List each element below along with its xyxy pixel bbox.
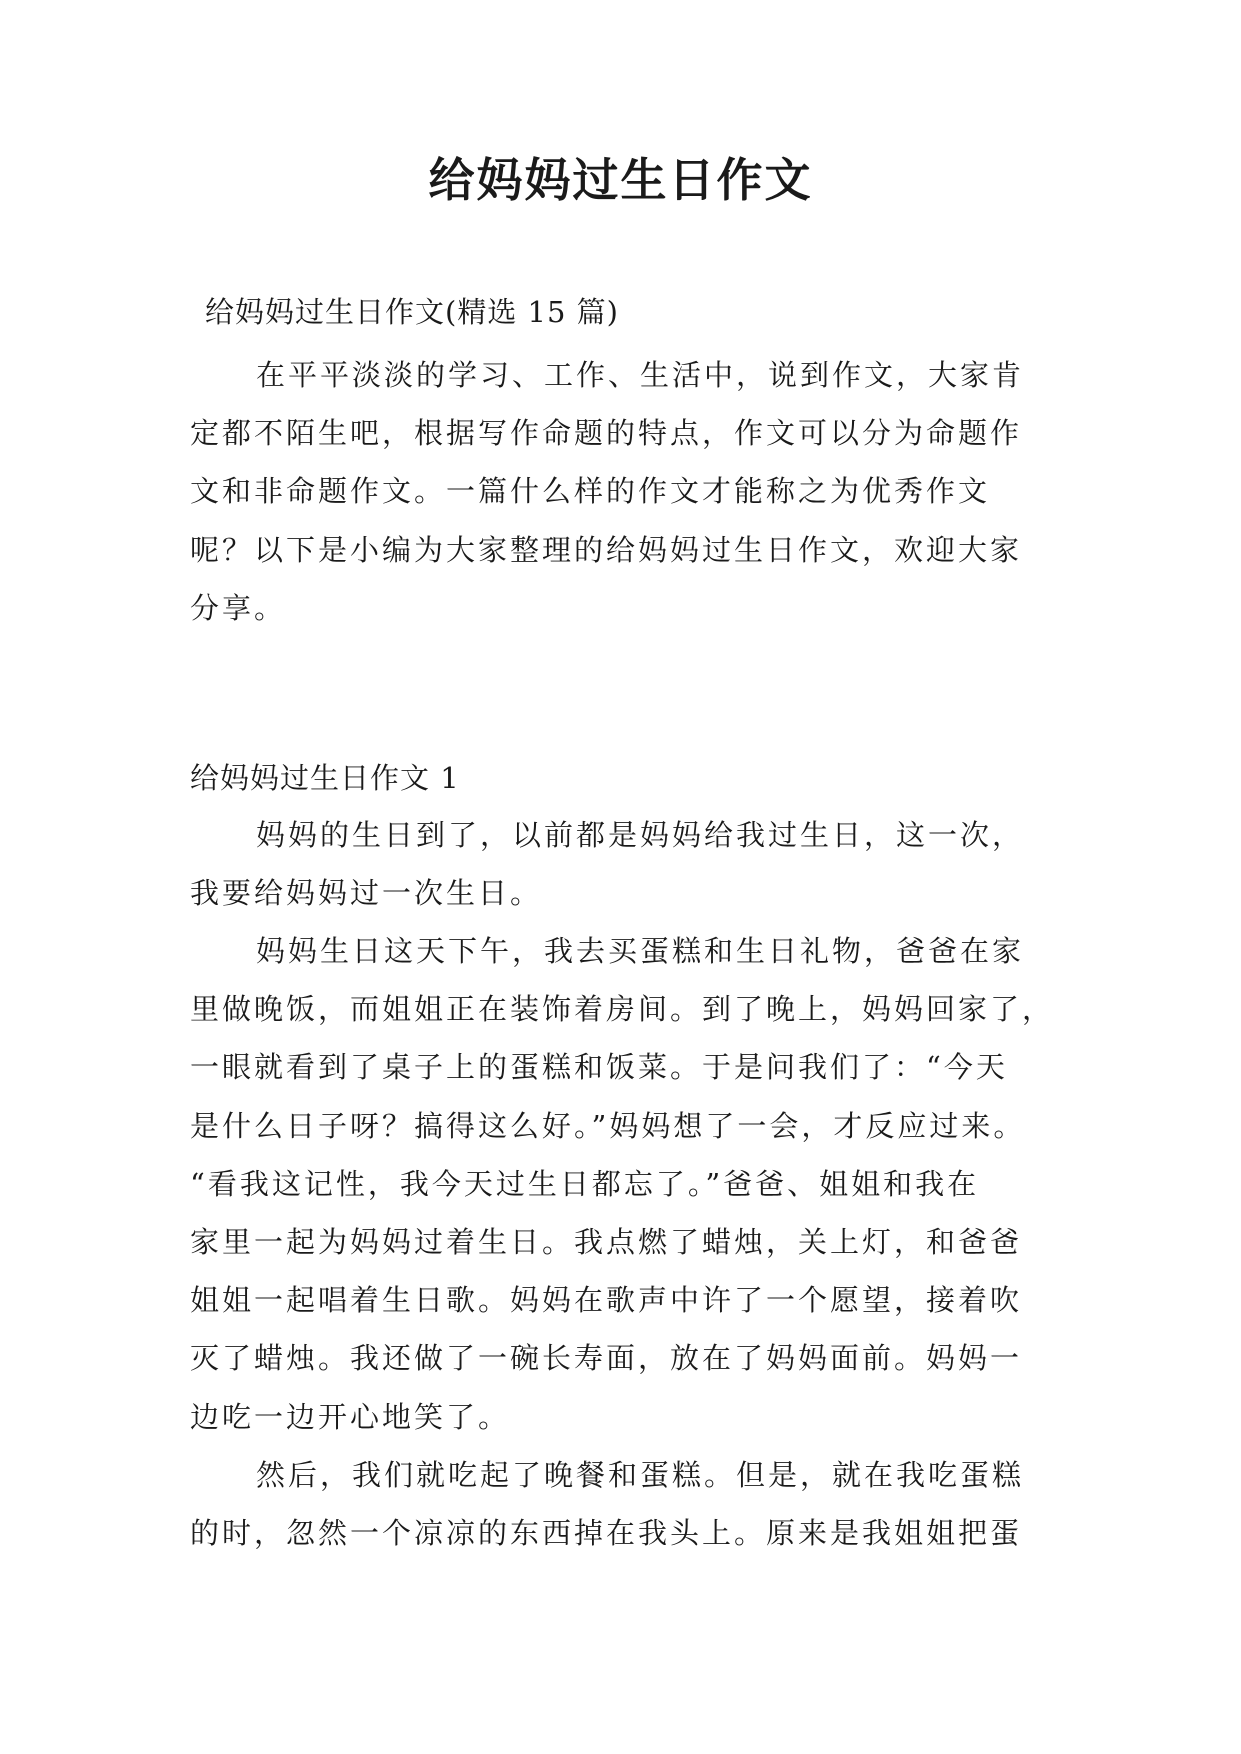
paragraph-line: “看我这记性，我今天过生日都忘了。”爸爸、姐姐和我在 bbox=[190, 1166, 980, 1201]
paragraph-line: 定都不陌生吧，根据写作命题的特点，作文可以分为命题作 bbox=[190, 416, 1023, 451]
paragraph-line: 文和非命题作文。一篇什么样的作文才能称之为优秀作文 bbox=[190, 474, 991, 509]
paragraph-line: 灭了蜡烛。我还做了一碗长寿面，放在了妈妈面前。妈妈一 bbox=[190, 1341, 1023, 1376]
paragraph-line: 呢？以下是小编为大家整理的给妈妈过生日作文，欢迎大家 bbox=[190, 532, 1023, 567]
paragraph-line: 家里一起为妈妈过着生日。我点燃了蜡烛，关上灯，和爸爸 bbox=[190, 1224, 1023, 1259]
paragraph-line: 里做晚饭，而姐姐正在装饰着房间。到了晚上，妈妈回家了， bbox=[190, 992, 1055, 1027]
paragraph-line: 一眼就看到了桌子上的蛋糕和饭菜。于是问我们了：“今天 bbox=[190, 1050, 1008, 1085]
paragraph-line: 然后，我们就吃起了晚餐和蛋糕。但是，就在我吃蛋糕 bbox=[256, 1458, 1025, 1492]
essay-paragraph-1 bbox=[190, 806, 1050, 922]
paragraph-line: 姐姐一起唱着生日歌。妈妈在歌声中许了一个愿望，接着吹 bbox=[190, 1283, 1023, 1318]
paragraph-line: 分享。 bbox=[190, 590, 287, 625]
section-heading: 给妈妈过生日作文 1 bbox=[190, 761, 460, 795]
paragraph-line: 妈妈的生日到了，以前都是妈妈给我过生日，这一次， bbox=[256, 818, 1025, 852]
intro-paragraph bbox=[190, 346, 1050, 637]
essay-paragraph-3 bbox=[190, 1446, 1050, 1562]
document-title: 给妈妈过生日作文 bbox=[428, 153, 813, 207]
paragraph-line: 边吃一边开心地笑了。 bbox=[190, 1399, 511, 1434]
paragraph-line: 的时，忽然一个凉凉的东西掉在我头上。原来是我姐姐把蛋 bbox=[190, 1516, 1023, 1551]
paragraph-line: 我要给妈妈过一次生日。 bbox=[190, 876, 543, 911]
paragraph-line: 是什么日子呀？搞得这么好。”妈妈想了一会，才反应过来。 bbox=[190, 1108, 1026, 1143]
paragraph-line: 在平平淡淡的学习、工作、生活中，说到作文，大家肯 bbox=[256, 358, 1025, 392]
paragraph-line: 妈妈生日这天下午，我去买蛋糕和生日礼物，爸爸在家 bbox=[256, 934, 1025, 968]
document-subtitle: 给妈妈过生日作文(精选 15 篇) bbox=[205, 295, 619, 329]
essay-paragraph-2 bbox=[190, 922, 1055, 1446]
